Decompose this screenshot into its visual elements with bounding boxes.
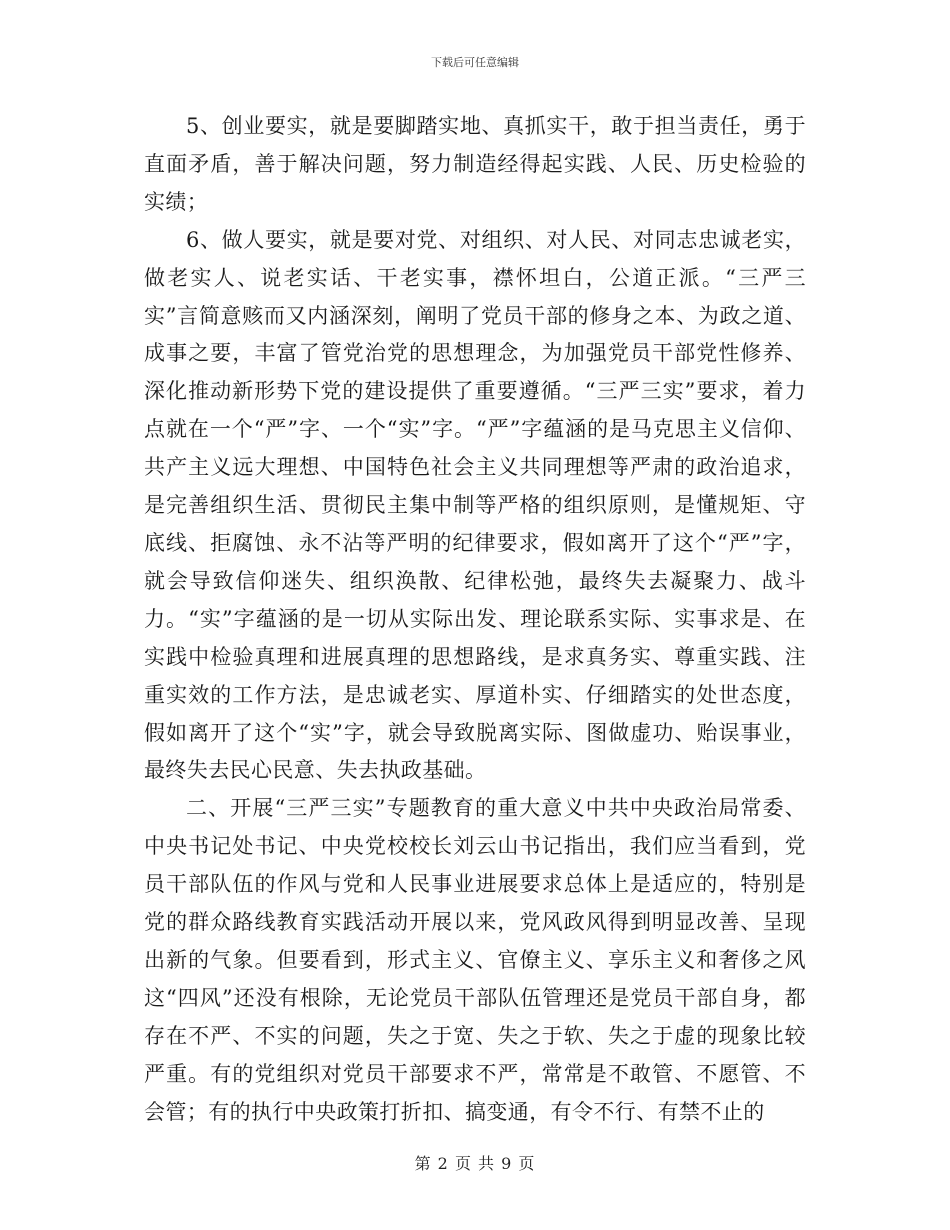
- document-body: [144, 108, 806, 1131]
- page-header-note: 下载后可任意编辑: [431, 56, 519, 69]
- paragraph-item-6: 6、做人要实，就是要对党、对组织、对人民、对同志忠诚老实，做老实人、说老实话、干老实事，襟怀坦白，公道正派。“三严三实”言简意赅而又内涵深刻，阐明了党员干部的修身之本、为政之道、成事之要，丰富了管党治党的思想理念，为加强党员干部党性修养、深化推动新形势下党的建设提供了重要遵循。“三严三实”要求，着力点就在一个“严”字、一个“实”字。“严”字蕴涵的是马克思主义信仰、共产主义远大理想、中国特色社会主义共同理想等严肃的政治追求，是完善组织生活、贯彻民主集中制等严格的组织原则，是懂规矩、守底线、拒腐蚀、永不沾等严明的纪律要求，假如离开了这个“严”字，就会导致信仰迷失、组织涣散、纪律松弛，最终失去凝聚力、战斗力。“实”字蕴涵的是一切从实际出发、理论联系实际、实事求是、在实践中检验真理和进展真理的思想路线，是求真务实、尊重实践、注重实效的工作方法，是忠诚老实、厚道朴实、仔细踏实的处世态度，假如离开了这个“实”字，就会导致脱离实际、图做虚功、贻误事业，最终失去民心民意、失去执政基础。: [144, 227, 806, 783]
- paragraph-item-5: 5、创业要实，就是要脚踏实地、真抓实干，敢于担当责任，勇于直面矛盾，善于解决问题，努力制造经得起实践、人民、历史检验的实绩；: [144, 114, 806, 214]
- page-number: 第 2 页 共 9 页: [414, 1154, 536, 1173]
- paragraph-section-2: 二、开展“三严三实”专题教育的重大意义中共中央政治局常委、中央书记处书记、中央党校校长刘云山书记指出，我们应当看到，党员干部队伍的作风与党和人民事业进展要求总体上是适应的，特别是党的群众路线教育实践活动开展以来，党风政风得到明显改善、呈现出新的气象。但要看到，形式主义、官僚主义、享乐主义和奢侈之风这“四风”还没有根除，无论党员干部队伍管理还是党员干部自身，都存在不严、不实的问题，失之于宽、失之于软、失之于虚的现象比较严重。有的党组织对党员干部要求不严，常常是不敢管、不愿管、不会管；有的执行中央政策打折扣、搞变通，有令不行、有禁不止的: [144, 796, 806, 1124]
